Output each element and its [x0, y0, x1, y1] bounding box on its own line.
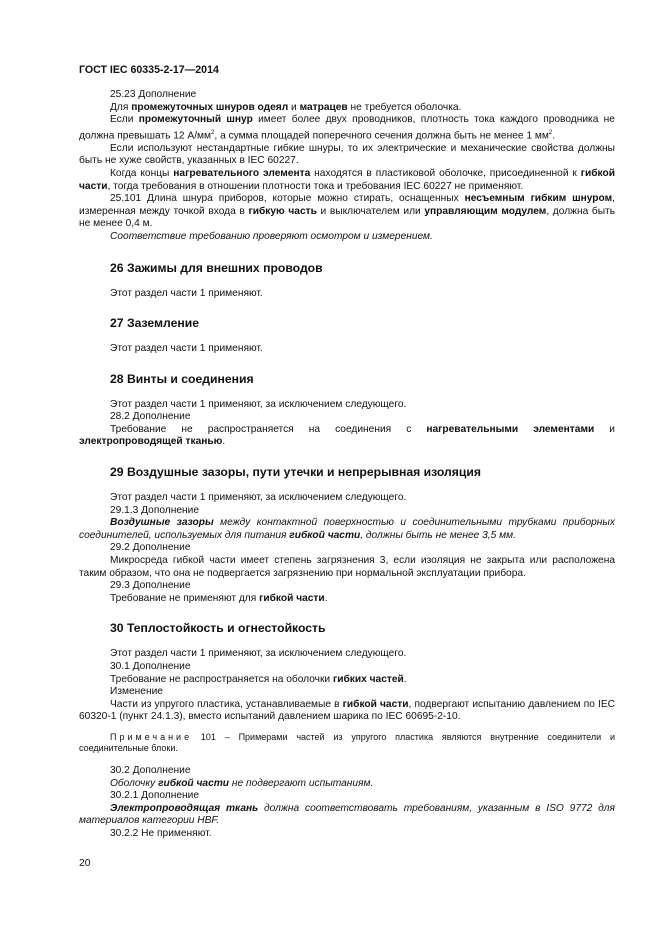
- note-101: Примечание 101 – Примерами частей из упругого пластика являются внутренние соединители и соединительные блоки.: [79, 731, 615, 754]
- paragraph: Этот раздел части 1 применяют.: [110, 343, 263, 355]
- clause-25-23: 25.23 Дополнение: [110, 89, 197, 100]
- paragraph: Требование не распространяется на соединения с нагревательными элементами и электропроводящей тканью.: [79, 423, 615, 448]
- section-28-title: 28 Винты и соединения: [110, 371, 254, 386]
- page-number: 20: [79, 858, 91, 869]
- clause-30-2-2: 30.2.2 Не применяют.: [110, 827, 212, 839]
- paragraph: Этот раздел части 1 применяют.: [110, 287, 263, 299]
- clause-29-3: 29.3 Дополнение: [110, 580, 191, 592]
- paragraph: Микросреда гибкой части имеет степень загрязнения 3, если изоляция не закрыта или расположена таким образом, что она не подвергается загрязнению при нормальной эксплуатации прибора.: [79, 555, 615, 579]
- clause-28-2: 28.2 Дополнение: [110, 411, 191, 423]
- section-30-title: 30 Теплостойкость и огнестойкость: [110, 621, 326, 636]
- paragraph: Если промежуточный шнур имеет более двух проводников, плотность тока каждого проводника не должна превышать 12 $А/мм^2$, а сумма площадей поперечного сечения должна быть не менее 1 $мм^2$.: [79, 114, 615, 142]
- amendment-label: Изменение: [110, 686, 163, 698]
- paragraph: Требование не распространяется на оболочки гибких частей.: [110, 673, 407, 685]
- clause-30-2-1: 30.2.1 Дополнение: [110, 790, 200, 802]
- section-29-title: 29 Воздушные зазоры, пути утечки и непрерывная изоляция: [110, 465, 481, 480]
- clause-29-2: 29.2 Дополнение: [110, 542, 191, 554]
- paragraph: Когда концы нагревательного элемента находятся в пластиковой оболочке, присоединенной к гибкой части, тогда требования в отношении плотности тока и требования IEC 60227 не применяют.: [79, 167, 615, 192]
- paragraph: Воздушные зазоры между контактной поверхностью и соединительными трубками приборных соединителей, используемых для питания гибкой части, должны быть не менее 3,5 мм.: [79, 517, 615, 541]
- paragraph: Для промежуточных шнуров одеял и матрацев не требуется оболочка.: [110, 101, 462, 113]
- compliance-note: Соответствие требованию проверяют осмотром и измерением.: [110, 230, 433, 242]
- section-26-title: 26 Зажимы для внешних проводов: [110, 260, 323, 275]
- clause-25-101: 25.101 Длина шнура приборов, которые можно стирать, оснащенных несъемным гибким шнуром, измеренная между точкой входа в гибкую часть и выключателем или управляющим модулем, должна быть не менее 0,4 м.: [79, 193, 616, 230]
- clause-30-1: 30.1 Дополнение: [110, 661, 191, 673]
- page-content: [79, 89, 615, 841]
- paragraph: Этот раздел части 1 применяют, за исключением следующего.: [110, 492, 407, 504]
- paragraph: Электропроводящая ткань должна соответствовать требованиям, указанным в ISO 9772 для материалов категории HBF.: [79, 802, 615, 827]
- paragraph: Требование не применяют для гибкой части.: [110, 592, 328, 604]
- clause-30-2: 30.2 Дополнение: [110, 764, 191, 776]
- document-code: ГОСТ IEC 60335-2-17—2014: [79, 64, 219, 76]
- paragraph: Оболочку гибкой части не подвергают испытаниям.: [110, 777, 374, 789]
- paragraph: Если используют нестандартные гибкие шнуры, то их электрические и механические свойства должны быть не хуже свойств, указанных в IEC 60227.: [79, 142, 615, 167]
- paragraph: Этот раздел части 1 применяют, за исключением следующего.: [110, 648, 407, 660]
- section-27-title: 27 Заземление: [110, 316, 200, 331]
- clause-29-1-3: 29.1.3 Дополнение: [110, 504, 200, 516]
- paragraph: Этот раздел части 1 применяют, за исключением следующего.: [110, 398, 407, 410]
- paragraph: Части из упругого пластика, устанавливаемые в гибкой части, подвергают испытанию давлением по IEC 60320-1 (пункт 24.1.3), вместо испытаний давлением шарика по IEC 60695-2-10.: [79, 698, 615, 723]
